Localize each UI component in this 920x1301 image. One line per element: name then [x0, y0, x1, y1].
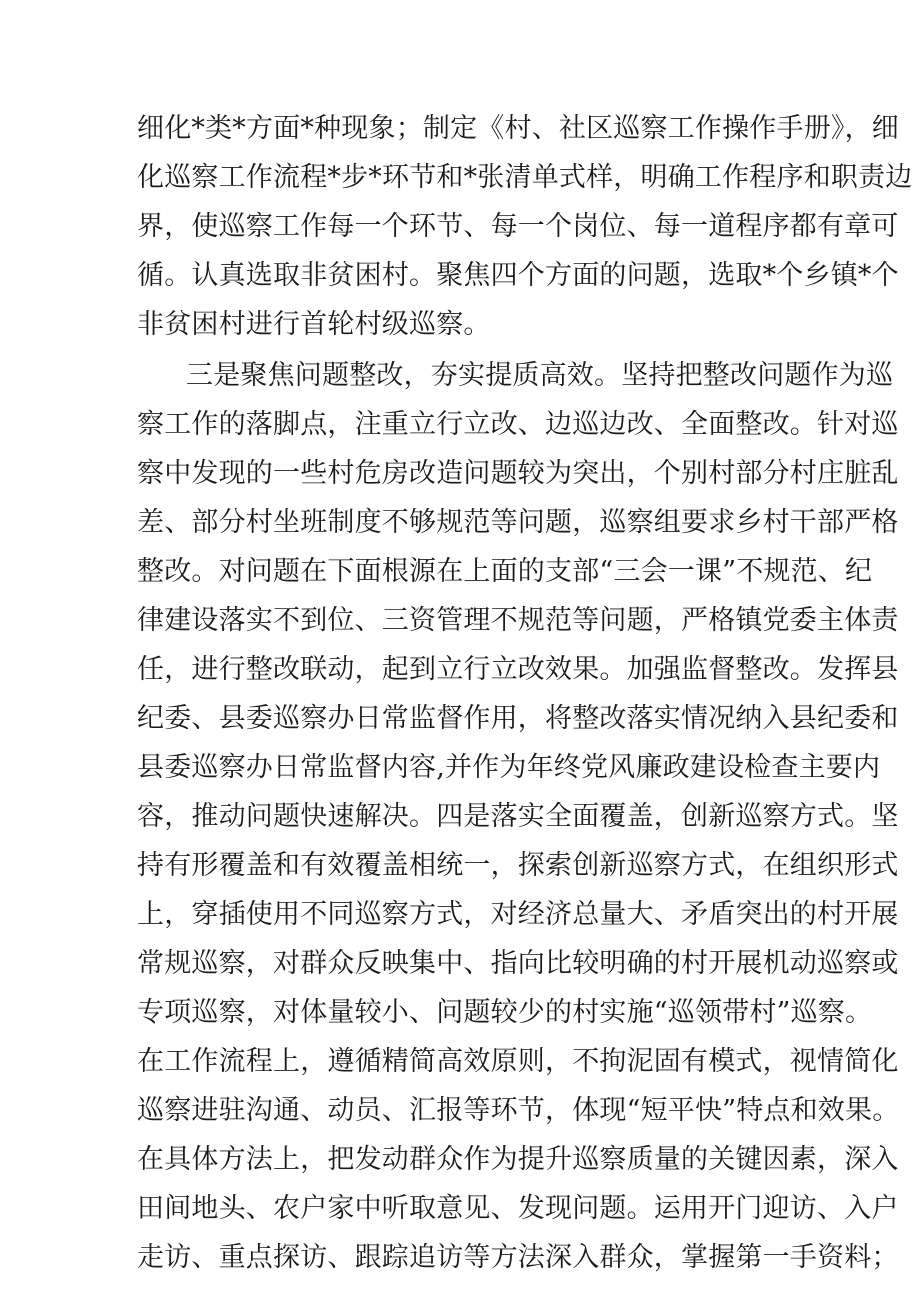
- text-line-11: 律建设落实不到位、三资管理不规范等问题，严格镇党委主体责: [137, 605, 899, 636]
- text-line-15: 容，推动问题快速解决。四是落实全面覆盖，创新巡察方式。坚: [137, 801, 899, 832]
- text-line-16: 持有形覆盖和有效覆盖相统一，探索创新巡察方式，在组织形式: [137, 850, 899, 881]
- text-line-14: 县委巡察办日常监督内容,并作为年终党风廉政建设检查主要内: [137, 752, 881, 783]
- text-line-8: 察中发现的一些村危房改造问题较为突出，个别村部分村庄脏乱: [137, 458, 899, 489]
- text-line-12: 任，进行整改联动，起到立行立改效果。加强监督整改。发挥县: [137, 654, 899, 685]
- text-line-17: 上，穿插使用不同巡察方式，对经济总量大、矛盾突出的村开展: [137, 899, 899, 930]
- text-line-20: 在工作流程上，遵循精简高效原则，不拘泥固有模式，视情简化: [137, 1046, 899, 1077]
- text-line-19: 专项巡察，对体量较小、问题较少的村实施“巡领带村”巡察。: [137, 997, 873, 1028]
- text-line-22: 在具体方法上，把发动群众作为提升巡察质量的关键因素，深入: [137, 1144, 899, 1175]
- text-line-2: 化巡察工作流程*步*环节和*张清单式样，明确工作程序和职责边: [137, 162, 913, 193]
- text-line-5: 非贫困村进行首轮村级巡察。: [137, 309, 491, 340]
- text-line-24: 走访、重点探访、跟踪追访等方法深入群众，掌握第一手资料；: [137, 1242, 899, 1273]
- text-line-9: 差、部分村坐班制度不够规范等问题，巡察组要求乡村干部严格: [137, 507, 899, 538]
- text-line-23: 田间地头、农户家中听取意见、发现问题。运用开门迎访、入户: [137, 1193, 899, 1224]
- text-line-18: 常规巡察，对群众反映集中、指向比较明确的村开展机动巡察或: [137, 948, 899, 979]
- text-line-3: 界，使巡察工作每一个环节、每一个岗位、每一道程序都有章可: [137, 211, 899, 242]
- text-line-1: 细化*类*方面*种现象；制定《村、社区巡察工作操作手册》，细: [137, 113, 899, 144]
- paragraph-start-line: 三是聚焦问题整改，夯实提质高效。坚持把整改问题作为巡: [186, 360, 894, 391]
- text-line-10: 整改。对问题在下面根源在上面的支部“三会一课”不规范、纪: [137, 556, 873, 587]
- text-line-7: 察工作的落脚点，注重立行立改、边巡边改、全面整改。针对巡: [137, 409, 899, 440]
- text-line-4: 循。认真选取非贫困村。聚焦四个方面的问题，选取*个乡镇*个: [137, 260, 899, 291]
- text-line-13: 纪委、县委巡察办日常监督作用，将整改落实情况纳入县纪委和: [137, 703, 899, 734]
- text-line-21: 巡察进驻沟通、动员、汇报等环节，体现“短平快”特点和效果。: [137, 1095, 900, 1126]
